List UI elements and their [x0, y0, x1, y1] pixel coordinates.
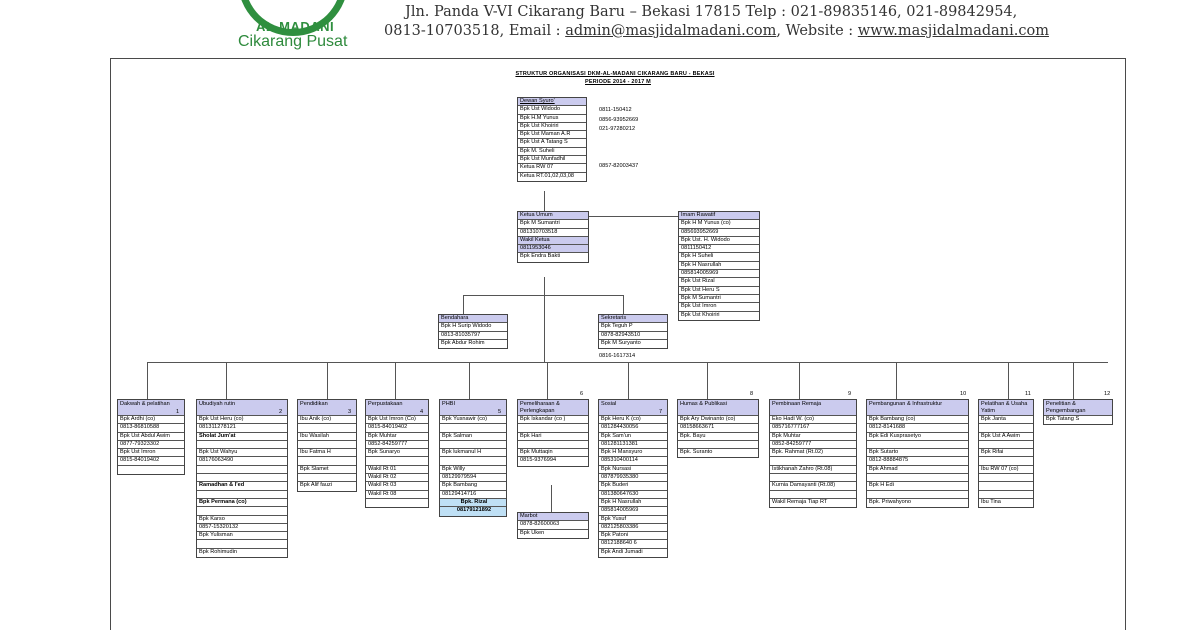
wakil-ketua-title: Wakil Ketua [518, 237, 588, 245]
division-member: Bpk. Rahmat (Rt.02) [770, 449, 856, 457]
division-number: 5 [498, 409, 502, 415]
division-member: 0852-84259777 [366, 441, 428, 449]
division-member [979, 424, 1033, 432]
division-box [517, 399, 589, 467]
division-member [867, 441, 968, 449]
division-member: Bpk Andi Jumadi [601, 548, 643, 555]
division-number: 6 [580, 391, 584, 397]
division-member [979, 491, 1033, 499]
division-box [677, 399, 759, 458]
division-member: Bpk Ardhi (co) [118, 416, 184, 424]
division-member: Ibu Wasilah [298, 433, 356, 441]
division-member: Bpk Heru K (co) [599, 416, 667, 424]
division-member: Wakil Rt 01 [366, 466, 428, 474]
division-member: Ramadhan & I'ed [197, 482, 287, 490]
division-number: 12 [1104, 391, 1111, 397]
email-link[interactable]: admin@masjidalmadani.com [565, 23, 777, 39]
division-member: Bpk Permana (co) [197, 499, 287, 507]
division-member: Bpk Ust Heru (co) [197, 416, 287, 424]
division-member [979, 482, 1033, 490]
sekretaris-row: Bpk Teguh P [599, 323, 667, 331]
division-member: 0815-9376994 [520, 457, 557, 464]
bendahara-row: 0813-81035797 [439, 332, 507, 340]
division-box [365, 399, 429, 508]
division-member [366, 457, 428, 465]
division-member: Ibu Anik (co) [298, 416, 356, 424]
bendahara-row: Bpk H Surip Widodo [439, 323, 507, 331]
division-box [1043, 399, 1113, 425]
division-number: 11 [1025, 391, 1031, 397]
division-title: Sosial [599, 400, 667, 416]
imam-rawatif-member: Bpk H Nasrullah [679, 262, 759, 270]
division-member: Istikhanah Zahro (Rt.08) [770, 466, 856, 474]
dewan-syuro-phone: 0857-82003437 [599, 163, 639, 170]
marbot-title: Marbot [518, 513, 588, 521]
division-member: Sholat Jum'at [197, 433, 287, 441]
imam-rawatif-member: Bpk H M Yunus (co) [679, 220, 759, 228]
dewan-syuro-phone: 0856-93952669 [599, 116, 639, 123]
division-member: Bpk Iskandar (co ) [518, 416, 588, 424]
connector-line [589, 216, 679, 217]
division-member: Bpk Muhtar [366, 433, 428, 441]
division-number: 8 [750, 391, 754, 397]
division-member: 08129414716 [440, 491, 506, 499]
dewan-syuro-phone: 0811-150412 [599, 107, 632, 114]
division-title: Pemeliharaan & Perlengkapan [518, 400, 588, 416]
division-member: Bpk lukmanul H [440, 449, 506, 457]
division-member: 085716777167 [770, 424, 856, 432]
division-member [440, 424, 506, 432]
dewan-syuro-member: Bpk Ust Munfadhil [518, 156, 586, 164]
division-member [518, 424, 588, 432]
division-title: PHBI [440, 400, 506, 416]
division-member: Bpk Willy [440, 466, 506, 474]
division-member: 08176063490 [197, 457, 287, 465]
division-member: Ibu RW 07 (co) [979, 466, 1033, 474]
division-member: 0812-88884875 [867, 457, 968, 465]
imam-rawatif-member: Bpk Ust Heru S [679, 287, 759, 295]
address-line: Jln. Panda V-VI Cikarang Baru – Bekasi 17815 Telp : 021-89835146, 021-89842954, [405, 4, 1018, 20]
connector-line [147, 362, 148, 399]
division-member: Bpk. Bayu [678, 433, 758, 441]
division-member [979, 474, 1033, 482]
division-member: Bpk Rifai [979, 449, 1033, 457]
logo-city: Cikarang Pusat [238, 33, 348, 50]
division-member: Bpk Ary Dwinanto (co) [678, 416, 758, 424]
sekretaris-extra-phone: 0816-1617314 [599, 353, 636, 359]
division-number: 2 [279, 409, 283, 415]
division-member [979, 441, 1033, 449]
division-member: Bpk Bambang (co) [867, 416, 968, 424]
division-member: 081281131381 [599, 441, 667, 449]
division-member: Bpk. Rizal [440, 499, 506, 507]
dewan-syuro-title: Dewan Syuro' [518, 98, 586, 106]
division-box [598, 399, 668, 558]
marbot-box [517, 512, 589, 539]
division-member: Bpk Slamet [298, 466, 356, 474]
imam-rawatif-member: Bpk Ust Khoiriri [681, 311, 720, 318]
division-member: 0813-86810588 [118, 424, 184, 432]
logo-name: AL-MADANI [256, 19, 335, 34]
connector-line [327, 362, 328, 399]
bendahara-box [438, 314, 508, 349]
org-chart-sheet [110, 58, 1126, 630]
division-member: Bpk Ust Imron [118, 449, 184, 457]
sekretaris-row: 0878-82943510 [599, 332, 667, 340]
division-member: Bpk Sutarto [867, 449, 968, 457]
division-box [769, 399, 857, 508]
connector-line [395, 362, 396, 399]
division-member: Eko Hadi W. (co) [770, 416, 856, 424]
division-member [440, 457, 506, 465]
phone-text: 0813-10703518, Email : [384, 23, 566, 39]
connector-line [707, 362, 708, 399]
division-member: Bpk Yusuf [599, 516, 667, 524]
division-member: Bpk Bambang [440, 482, 506, 490]
division-member: Bpk Nursasi [599, 466, 667, 474]
division-member: Ibu Fatma H [298, 449, 356, 457]
dewan-syuro-member: Bpk Ust Khoiriri [518, 123, 586, 131]
wakil-row: 0811953046 [518, 245, 588, 253]
division-member: 0815-84019402 [118, 457, 184, 465]
connector-line [544, 277, 545, 362]
division-member: Bpk Karso [197, 516, 287, 524]
division-member: 0877-79323302 [118, 441, 184, 449]
sekretaris-box [598, 314, 668, 349]
connector-line [547, 362, 548, 399]
connector-line [1008, 362, 1009, 399]
connector-line [1073, 362, 1074, 399]
connector-line [623, 295, 624, 314]
division-member: Bpk Salman [440, 433, 506, 441]
division-member: 0815-84019402 [366, 424, 428, 432]
division-member [298, 474, 356, 482]
division-member: 081284430056 [599, 424, 667, 432]
division-member [867, 491, 968, 499]
division-title: Penelitian & Pengembangan [1044, 400, 1112, 416]
connector-line [628, 362, 629, 399]
imam-rawatif-member: Bpk Ust. H. Widodo [679, 237, 759, 245]
division-member [197, 540, 287, 548]
division-number: 3 [348, 409, 352, 415]
division-member [118, 466, 184, 474]
division-member: Bpk Ahmad [867, 466, 968, 474]
division-title: Humas & Publikasi [678, 400, 758, 416]
division-number: 1 [176, 409, 180, 415]
division-member: Bpk Buderi [599, 482, 667, 490]
dewan-syuro-member: Bpk Ust A Tatang S [518, 139, 586, 147]
division-member: 0812188640 6 [599, 540, 667, 548]
division-member: 0812-8141688 [867, 424, 968, 432]
division-member: Wakil Rt 08 [366, 491, 428, 499]
division-member [197, 441, 287, 449]
division-member [197, 474, 287, 482]
division-member: Bpk Yulisman [197, 532, 287, 540]
dewan-syuro-member: Bpk M. Suheli [518, 148, 586, 156]
dewan-syuro-member: Ketua RW 07 [518, 164, 586, 172]
bendahara-title: Bendahara [439, 315, 507, 323]
division-title: Pembangunan & Infrastruktur [867, 400, 968, 416]
division-member [298, 424, 356, 432]
division-member: Bpk Rohimudin [199, 548, 237, 555]
division-box [117, 399, 185, 475]
bendahara-row: Bpk Abdur Rohim [441, 339, 485, 346]
wakil-row: Bpk Endra Bakti [520, 253, 561, 260]
connector-line [896, 362, 897, 399]
division-member [366, 499, 428, 507]
division-number: 9 [848, 391, 852, 397]
division-member: 085310400114 [599, 457, 667, 465]
division-member [770, 457, 856, 465]
ketua-row: Bpk M Sumantri [518, 220, 588, 228]
connector-line [799, 362, 800, 399]
division-member: Bpk Patoni [599, 532, 667, 540]
division-member [298, 457, 356, 465]
division-member: Bpk Ust Imron (Co) [366, 416, 428, 424]
division-title: Pembinaan Remaja [770, 400, 856, 416]
division-member: Bpk H Nasrullah [599, 499, 667, 507]
imam-rawatif-title: Imam Rawatif [679, 212, 759, 220]
division-member: Bpk Ust Abdul Awim [118, 433, 184, 441]
division-member: 08129979594 [440, 474, 506, 482]
division-member: 08179121892 [440, 507, 506, 515]
division-member: Bpk Ust A Awim [979, 433, 1033, 441]
division-member: Bpk Yusnawir (co) [440, 416, 506, 424]
imam-rawatif-member: Bpk M Sumantri [679, 295, 759, 303]
division-member [197, 491, 287, 499]
division-number: 10 [960, 391, 967, 397]
dewan-syuro-member: Bpk Ust Widodo [518, 106, 586, 114]
division-member [197, 507, 287, 515]
division-member: Bpk Hari [518, 433, 588, 441]
division-member: Bpk H Mansyuro [599, 449, 667, 457]
dewan-syuro-member: Bpk Ust Maman A.R [518, 131, 586, 139]
dewan-syuro-member: Ketua RT.01,02,03,08 [520, 172, 575, 179]
chart-period: PERIODE 2014 - 2017 M [585, 79, 651, 85]
division-member: Wakil Rt 03 [366, 482, 428, 490]
division-member: Bpk Muhtar [770, 433, 856, 441]
division-member [979, 457, 1033, 465]
division-member: 081311278121 [197, 424, 287, 432]
division-member: Wakil Remaja Tiap RT [772, 498, 828, 505]
division-member: Bpk Tatang S [1046, 416, 1080, 422]
division-member: 0857-15320132 [197, 524, 287, 532]
dewan-syuro-box [517, 97, 587, 182]
division-member: 087879935380 [599, 474, 667, 482]
imam-rawatif-box [678, 211, 760, 321]
imam-rawatif-member: Bpk H Suheli [679, 253, 759, 261]
division-title: Ubudiyah rutin [197, 400, 287, 416]
connector-line [463, 295, 464, 314]
connector-line [226, 362, 227, 399]
division-title: Pelatihan & Usaha Yatim [979, 400, 1033, 416]
division-member: Bpk. Priwahyono [869, 498, 911, 505]
division-member: Bpk Alif fauzi [300, 482, 333, 489]
division-member: Bpk. Suranto [680, 449, 713, 456]
division-member: Ibu Tina [981, 498, 1001, 505]
ketua-umum-title: Ketua Umum [518, 212, 588, 220]
division-member: Wakil Rt 02 [366, 474, 428, 482]
marbot-row: Bpk Uken [520, 529, 545, 536]
division-member: Bpk Sam'un [599, 433, 667, 441]
division-box [196, 399, 288, 558]
division-member: Bpk Edi Kusprasetyo [867, 433, 968, 441]
division-member [197, 466, 287, 474]
division-member [518, 441, 588, 449]
division-member: 081380647630 [599, 491, 667, 499]
division-title: Dakwah & pelatihan [118, 400, 184, 416]
division-member [298, 441, 356, 449]
division-member [867, 474, 968, 482]
connector-line [551, 485, 552, 512]
dewan-syuro-phone: 021-97280212 [599, 125, 636, 132]
imam-rawatif-member: Bpk Ust Imron [679, 303, 759, 311]
ketua-umum-box [517, 211, 589, 263]
ketua-row: 081310703518 [518, 229, 588, 237]
division-member: Bpk Sunaryo [366, 449, 428, 457]
division-number: 7 [659, 409, 663, 415]
dewan-syuro-member: Bpk H.M Yunus [518, 115, 586, 123]
division-box [439, 399, 507, 517]
contact-line [384, 23, 1049, 39]
division-member: Bpk Ust Wahyu [197, 449, 287, 457]
website-label: , Website : [776, 23, 858, 39]
sekretaris-title: Sekretaris [599, 315, 667, 323]
division-member [770, 491, 856, 499]
chart-title: STRUKTUR ORGANISASI DKM-AL-MADANI CIKARANG BARU - BEKASI [515, 71, 715, 77]
imam-rawatif-member: Bpk Ust Rizal [679, 278, 759, 286]
imam-rawatif-member: 085814005969 [679, 270, 759, 278]
division-box [866, 399, 969, 508]
website-link[interactable]: www.masjidalmadani.com [857, 23, 1049, 39]
connector-line [469, 362, 470, 399]
sekretaris-row: Bpk M Suryanto [601, 339, 641, 346]
imam-rawatif-member: 0811150412 [679, 245, 759, 253]
division-member: Bpk H Edi [867, 482, 968, 490]
connector-line [544, 191, 545, 211]
division-title: Pendidikan [298, 400, 356, 416]
division-member [770, 474, 856, 482]
division-member: 0852-84259777 [770, 441, 856, 449]
division-member: Bpk Janta [979, 416, 1033, 424]
division-number: 4 [420, 409, 424, 415]
division-member: 08158663671 [678, 424, 758, 432]
division-member [678, 441, 758, 449]
division-member: 085814005969 [599, 507, 667, 515]
imam-rawatif-member: 085693952669 [679, 229, 759, 237]
division-member: Bpk Muttaqin [518, 449, 588, 457]
division-member: Kurnia Damayanti (Rt.08) [770, 482, 856, 490]
division-member [440, 441, 506, 449]
division-box [978, 399, 1034, 508]
connector-line [463, 295, 623, 296]
division-member: 082125803386 [599, 524, 667, 532]
marbot-row: 0878-82600063 [518, 521, 588, 529]
division-title: Perpustakaan [366, 400, 428, 416]
